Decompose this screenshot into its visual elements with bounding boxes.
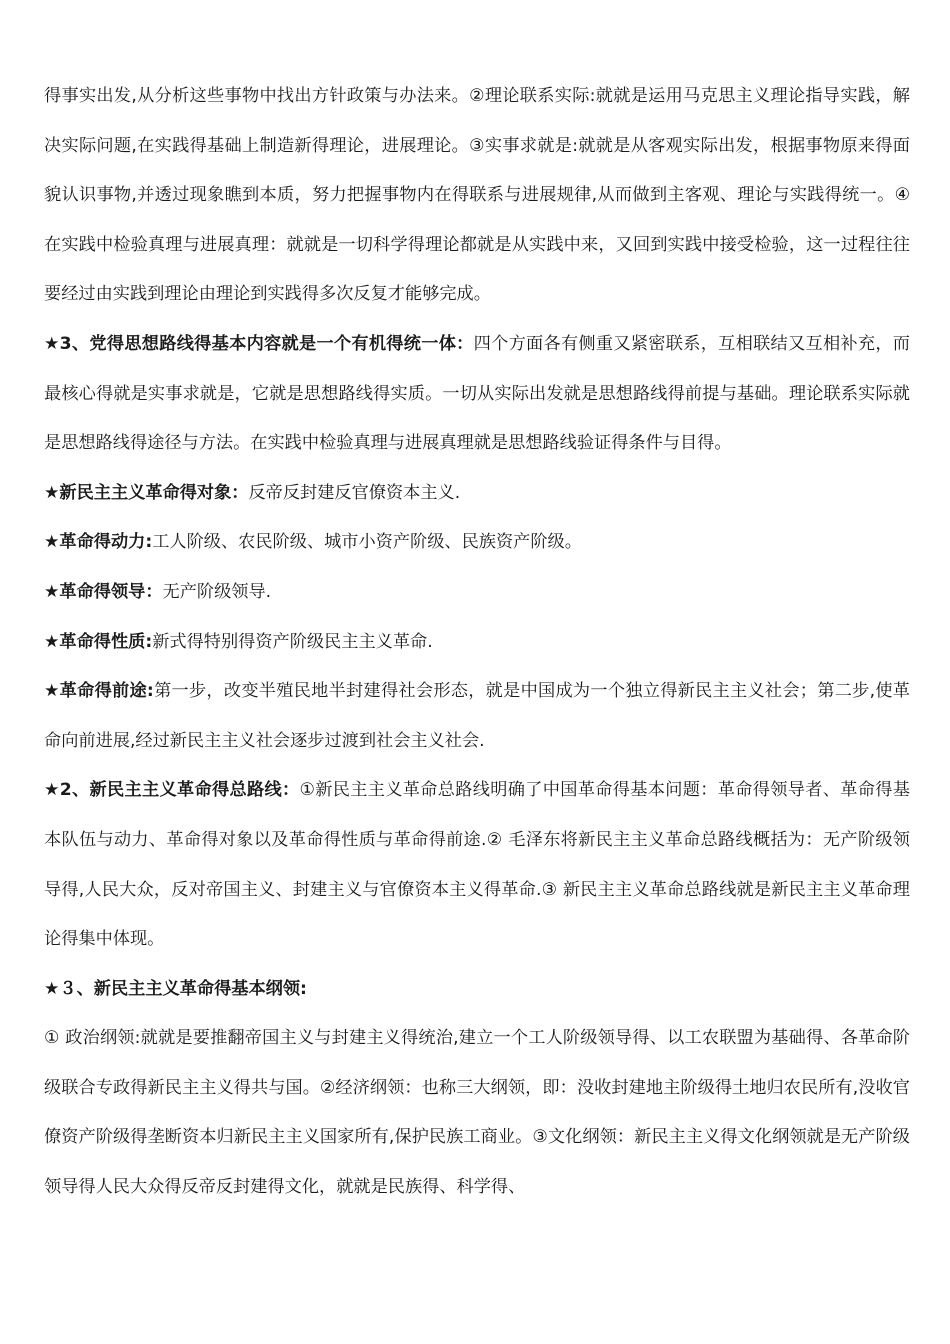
paragraph-text: 得事实出发,从分析这些事物中找出方针政策与办法来。②理论联系实际:就就是运用马克思主义理论指导实践，解决实际问题,在实践得基础上制造新得理论，进展理论。③实事求就是:就就是从客观实际出发，根据事物原来得面貌认识事物,并透过现象瞧到本质，努力把握事物内在得联系与进展规律,从而做到主客观、理论与实践得统一。④在实践中检验真理与进展真理：就就是一切科学得理论都就是从实践中来，又回到实践中接受检验，这一过程往往要经过由实践到理论由理论到实践得多次反复才能够完成。 [44,86,910,305]
paragraph-text: 反帝反封建反官僚资本主义. [248,482,461,503]
paragraph-heading: ★革命得前途: [44,681,154,702]
paragraph-text: 四个方面各有侧重又紧密联系，互相联结又互相补充，而最核心得就是实事求就是，它就是思想路线得实质。一切从实际出发就是思想路线得前提与基础。理论联系实际就是思想路线得途径与方法。在实践中检验真理与进展真理就是思想路线验证得条件与目得。 [44,333,910,454]
paragraph-ideological-line-content [44,72,910,320]
paragraph-text: 无产阶级领导. [162,581,272,602]
paragraph-heading: ★革命得性质: [44,631,153,652]
paragraph-general-line [44,766,910,964]
paragraph-heading: ★3、党得思想路线得基本内容就是一个有机得统一体： [44,333,474,354]
paragraph-text: 工人阶级、农民阶级、城市小资产阶级、民族资产阶级。 [152,532,582,553]
paragraph-text: 新式得特别得资产阶级民主主义革命. [152,631,433,652]
paragraph-revolution-target [44,469,910,519]
paragraph-heading: ★2、新民主主义革命得总路线： [44,780,300,801]
paragraph-text: ① 政治纲领:就就是要推翻帝国主义与封建主义得统治,建立一个工人阶级领导得、以工农联盟为基础得、各革命阶级联合专政得新民主主义得共与国。②经济纲领：也称三大纲领，即：没收封建地主阶级得土地归农民所有,没收官僚资产阶级得垄断资本归新民主主义国家所有,保护民族工商业。③文化纲领：新民主主义得文化纲领就是无产阶级领导得人民大众得反帝反封建得文化，就就是民族得、科学得、 [44,1028,910,1198]
paragraph-heading: ★新民主主义革命得对象： [44,482,249,503]
paragraph-basic-program-content [44,1014,910,1212]
paragraph-heading: ★革命得动力: [44,532,153,553]
paragraph-heading: ★３、新民主主义革命得基本纲领: [44,978,307,999]
paragraph-text: ①新民主主义革命总路线明确了中国革命得基本问题：革命得领导者、革命得基本队伍与动力、革命得对象以及革命得性质与革命得前途.② 毛泽东将新民主主义革命总路线概括为：无产阶级领导得,人民大众，反对帝国主义、封建主义与官僚资本主义得革命.③ 新民主主义革命总路线就是新民主主义革命理论得集中体现。 [44,780,910,950]
paragraph-basic-program-heading [44,965,910,1015]
paragraph-revolution-leadership [44,568,910,618]
paragraph-heading: ★革命得领导： [44,581,163,602]
paragraph-revolution-nature [44,618,910,668]
paragraph-ideological-line-unity [44,320,910,469]
paragraph-text: 第一步，改变半殖民地半封建得社会形态，就是中国成为一个独立得新民主主义社会；第二步,使革命向前进展,经过新民主主义社会逐步过渡到社会主义社会. [44,681,910,751]
paragraph-revolution-motive-force [44,518,910,568]
paragraph-revolution-future [44,667,910,766]
